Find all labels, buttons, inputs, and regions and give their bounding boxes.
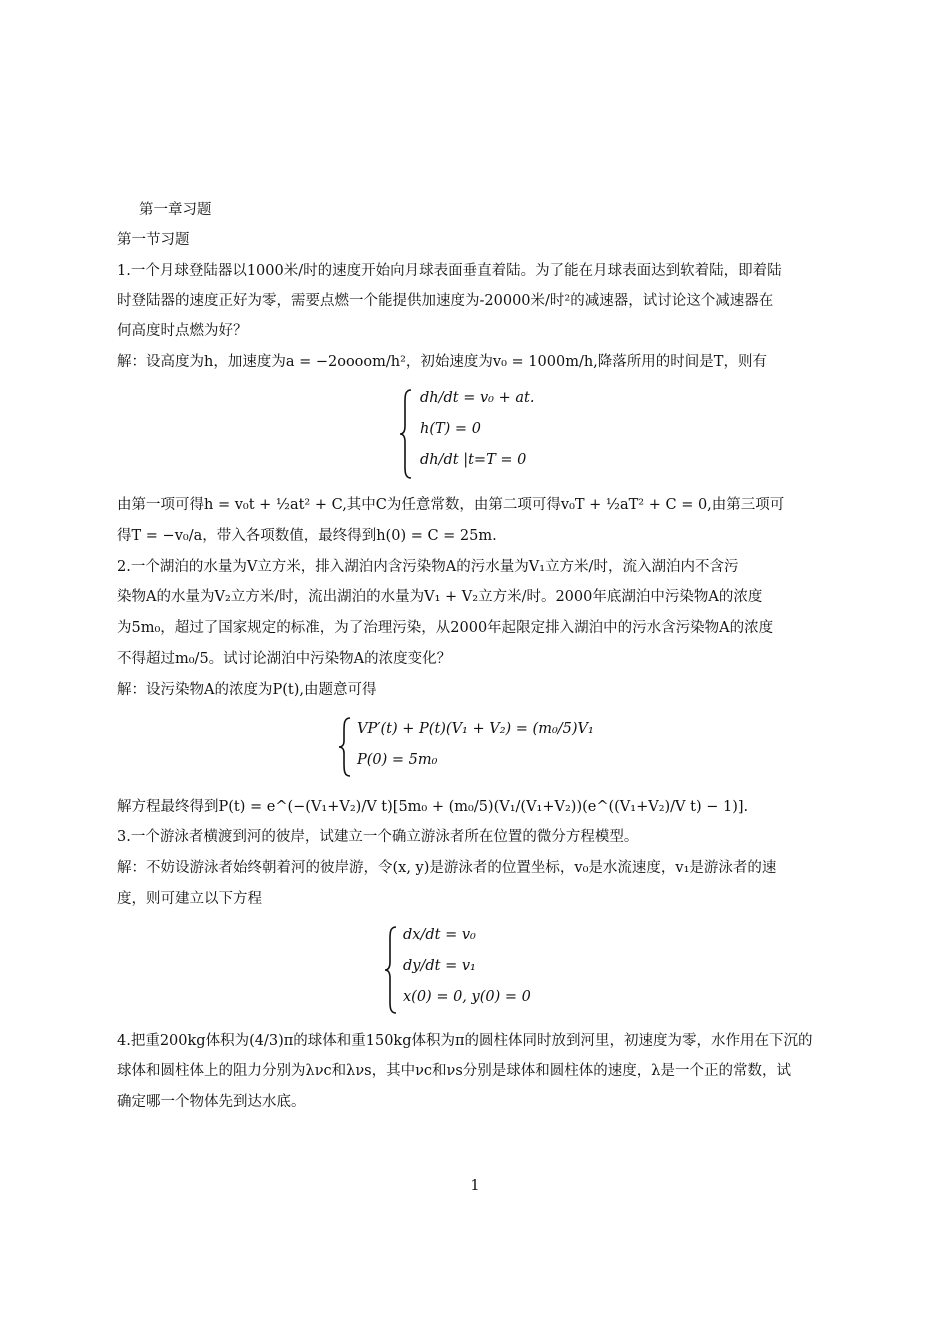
- problem4-line-3: 确定哪一个物体先到达水底。: [117, 1094, 306, 1110]
- problem1-conclusion-1: 由第一项可得h = v₀t + ½at² + C,其中C为任意常数，由第二项可得v₀T + ½aT² + C = 0,由第三项可: [117, 497, 785, 513]
- problem2-line-4: 不得超过m₀/5。试讨论湖泊中污染物A的浓度变化？: [117, 651, 452, 667]
- problem2-result: 解方程最终得到P(t) = e^(−(V₁+V₂)/V t)[5m₀ + (m₀/5)(V₁/(V₁+V₂))(e^((V₁+V₂)/V t) − 1)].: [117, 799, 749, 815]
- problem2-equation-1: VP′(t) + P(t)(V₁ + V₂) = (m₀/5)V₁: [357, 721, 594, 737]
- left-brace-icon: [383, 925, 399, 1015]
- problem3-solution-2: 度，则可建立以下方程: [117, 891, 262, 907]
- section-title: 第一节习题: [117, 232, 190, 248]
- left-brace-icon: [337, 716, 353, 778]
- left-brace-icon: [398, 388, 414, 480]
- problem3-solution-1: 解：不妨设游泳者始终朝着河的彼岸游，令(x, y)是游泳者的位置坐标，v₀是水流速度，v₁是游泳者的速: [117, 860, 777, 876]
- problem4-line-1: 4.把重200kg体积为(4/3)π的球体和重150kg体积为π的圆柱体同时放到河里，初速度为零，水作用在下沉的: [117, 1033, 813, 1049]
- problem1-solution-intro: 解：设高度为h，加速度为a = −2oooom/h²，初始速度为v₀ = 1000m/h,降落所用的时间是T，则有: [117, 354, 767, 370]
- chapter-title: 第一章习题: [139, 202, 212, 218]
- problem4-line-2: 球体和圆柱体上的阻力分别为λνc和λνs，其中νc和νs分别是球体和圆柱体的速度，λ是一个正的常数，试: [117, 1063, 791, 1079]
- problem1-conclusion-2: 得T = −v₀/a，带入各项数值，最终得到h(0) = C = 25m.: [117, 528, 497, 544]
- problem1-line-3: 何高度时点燃为好？: [117, 323, 248, 339]
- problem3-equation-2: dy/dt = v₁: [403, 958, 476, 974]
- problem2-equation-2: P(0) = 5m₀: [357, 752, 438, 768]
- problem1-equation-system: [398, 388, 598, 480]
- problem2-line-2: 染物A的水量为V₂立方米/时，流出湖泊的水量为V₁ + V₂立方米/时。2000年底湖泊中污染物A的浓度: [117, 589, 763, 605]
- problem2-equation-system: [337, 716, 637, 778]
- problem1-equation-2: h(T) = 0: [420, 421, 481, 437]
- problem2-solution-intro: 解：设污染物A的浓度为P(t),由题意可得: [117, 682, 377, 698]
- problem3-equation-3: x(0) = 0, y(0) = 0: [403, 989, 531, 1005]
- problem1-line-2: 时登陆器的速度正好为零，需要点燃一个能提供加速度为-20000米/时²的减速器，试讨论这个减速器在: [117, 293, 774, 309]
- problem1-line-1: 1.一个月球登陆器以1000米/时的速度开始向月球表面垂直着陆。为了能在月球表面达到软着陆，即着陆: [117, 263, 782, 279]
- problem3-line: 3.一个游泳者横渡到河的彼岸，试建立一个确立游泳者所在位置的微分方程模型。: [117, 829, 639, 845]
- page-number: 1: [470, 1178, 480, 1194]
- problem3-equation-1: dx/dt = v₀: [403, 927, 476, 943]
- problem2-line-1: 2.一个湖泊的水量为V立方米，排入湖泊内含污染物A的污水量为V₁立方米/时，流入湖泊内不含污: [117, 559, 739, 575]
- problem3-equation-system: [383, 925, 583, 1015]
- problem1-equation-3: dh/dt |t=T = 0: [420, 452, 527, 468]
- problem1-equation-1: dh/dt = v₀ + at.: [420, 390, 535, 406]
- problem2-line-3: 为5m₀，超过了国家规定的标准，为了治理污染，从2000年起限定排入湖泊中的污水含污染物A的浓度: [117, 620, 774, 636]
